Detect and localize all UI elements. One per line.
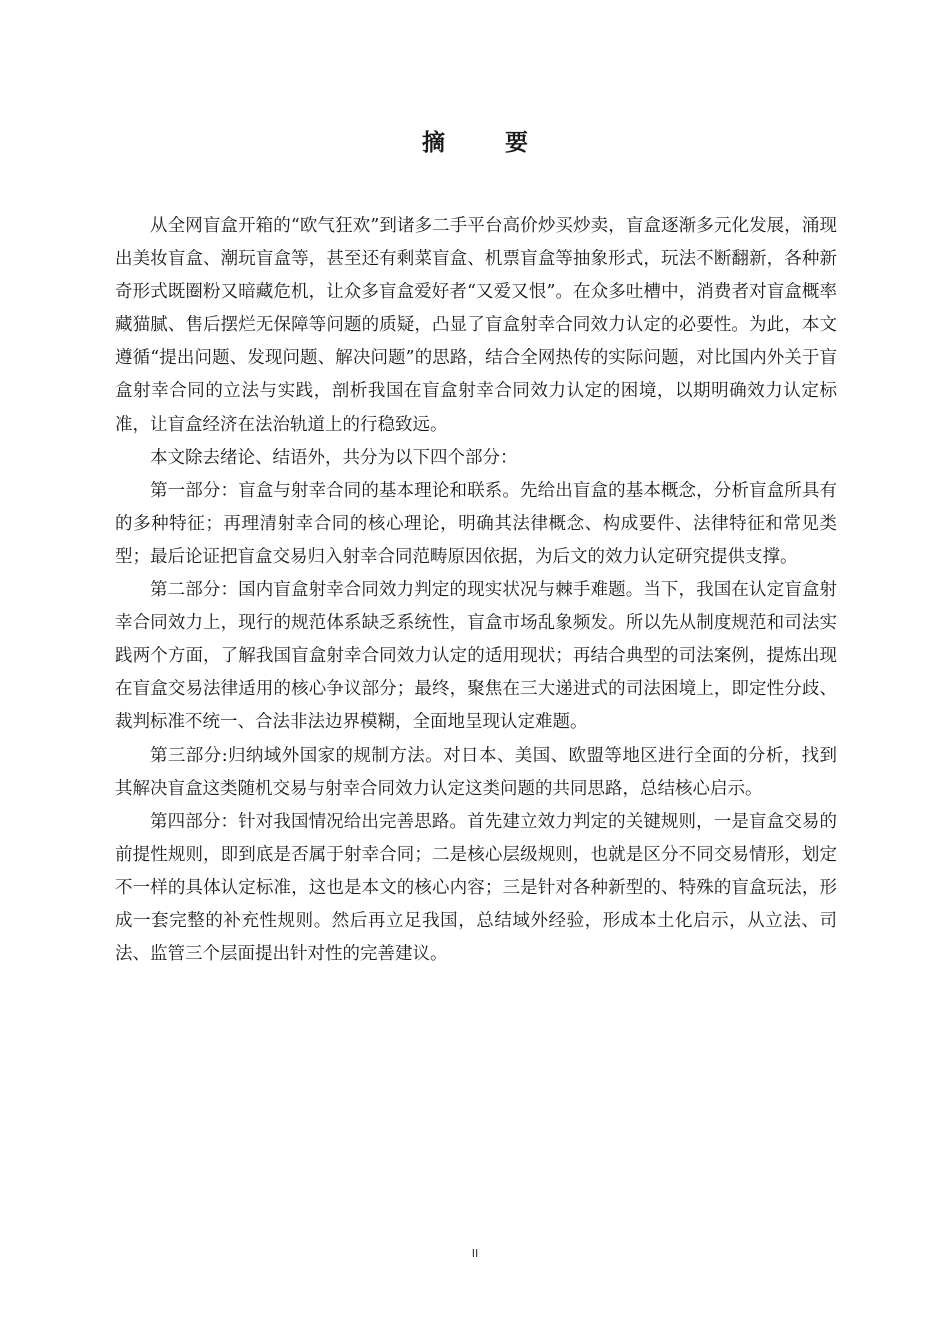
paragraph-part-two: 第二部分：国内盲盒射幸合同效力判定的现实状况与棘手难题。当下，我国在认定盲盒射幸合同效力上，现行的规范体系缺乏系统性，盲盒市场乱象频发。所以先从制度规范和司法实践两个方面，了解我国盲盒射幸合同效力认定的适用现状；再结合典型的司法案例，提炼出现在盲盒交易法律适用的核心争议部分；最终，聚焦在三大递进式的司法困境上，即定性分歧、裁判标准不统一、合法非法边界模糊，全面地呈现认定难题。 (115, 580, 837, 733)
page-title: 摘 要 (421, 129, 554, 156)
paragraph-intro: 从全网盲盒开箱的“欧气狂欢”到诸多二手平台高价炒买炒卖，盲盒逐渐多元化发展，涌现出美妆盲盒、潮玩盲盒等，甚至还有剩菜盲盒、机票盲盒等抽象形式，玩法不断翻新，各种新奇形式既圈粉又暗藏危机，让众多盲盒爱好者“又爱又恨”。在众多吐槽中，消费者对盲盒概率藏猫腻、售后摆烂无保障等问题的质疑，凸显了盲盒射幸合同效力认定的必要性。为此，本文遵循“提出问题、发现问题、解决问题”的思路，结合全网热传的实际问题，对比国内外关于盲盒射幸合同的立法与实践，剖析我国在盲盒射幸合同效力认定的困境，以期明确效力认定标准，让盲盒经济在法治轨道上的行稳致远。 (115, 216, 837, 435)
page-number: II (471, 1247, 479, 1260)
paragraph-part-three: 第三部分:归纳域外国家的规制方法。对日本、美国、欧盟等地区进行全面的分析，找到其解决盲盒这类随机交易与射幸合同效力认定这类问题的共同思路，总结核心启示。 (115, 745, 837, 799)
abstract-body (115, 210, 837, 971)
paragraph-part-one: 第一部分：盲盒与射幸合同的基本理论和联系。先给出盲盒的基本概念，分析盲盒所具有的多种特征；再理清射幸合同的核心理论，明确其法律概念、构成要件、法律特征和常见类型；最后论证把盲盒交易归入射幸合同范畴原因依据，为后文的效力认定研究提供支撑。 (115, 480, 837, 567)
paragraph-structure: 本文除去绪论、结语外，共分为以下四个部分： (150, 447, 518, 468)
paragraph-part-four: 第四部分：针对我国情况给出完善思路。首先建立效力判定的关键规则，一是盲盒交易的前提性规则，即到底是否属于射幸合同；二是核心层级规则，也就是区分不同交易情形，划定不一样的具体认定标准，这也是本文的核心内容；三是针对各种新型的、特殊的盲盒玩法，形成一套完整的补充性规则。然后再立足我国，总结域外经验，形成本土化启示，从立法、司法、监管三个层面提出针对性的完善建议。 (115, 811, 837, 965)
